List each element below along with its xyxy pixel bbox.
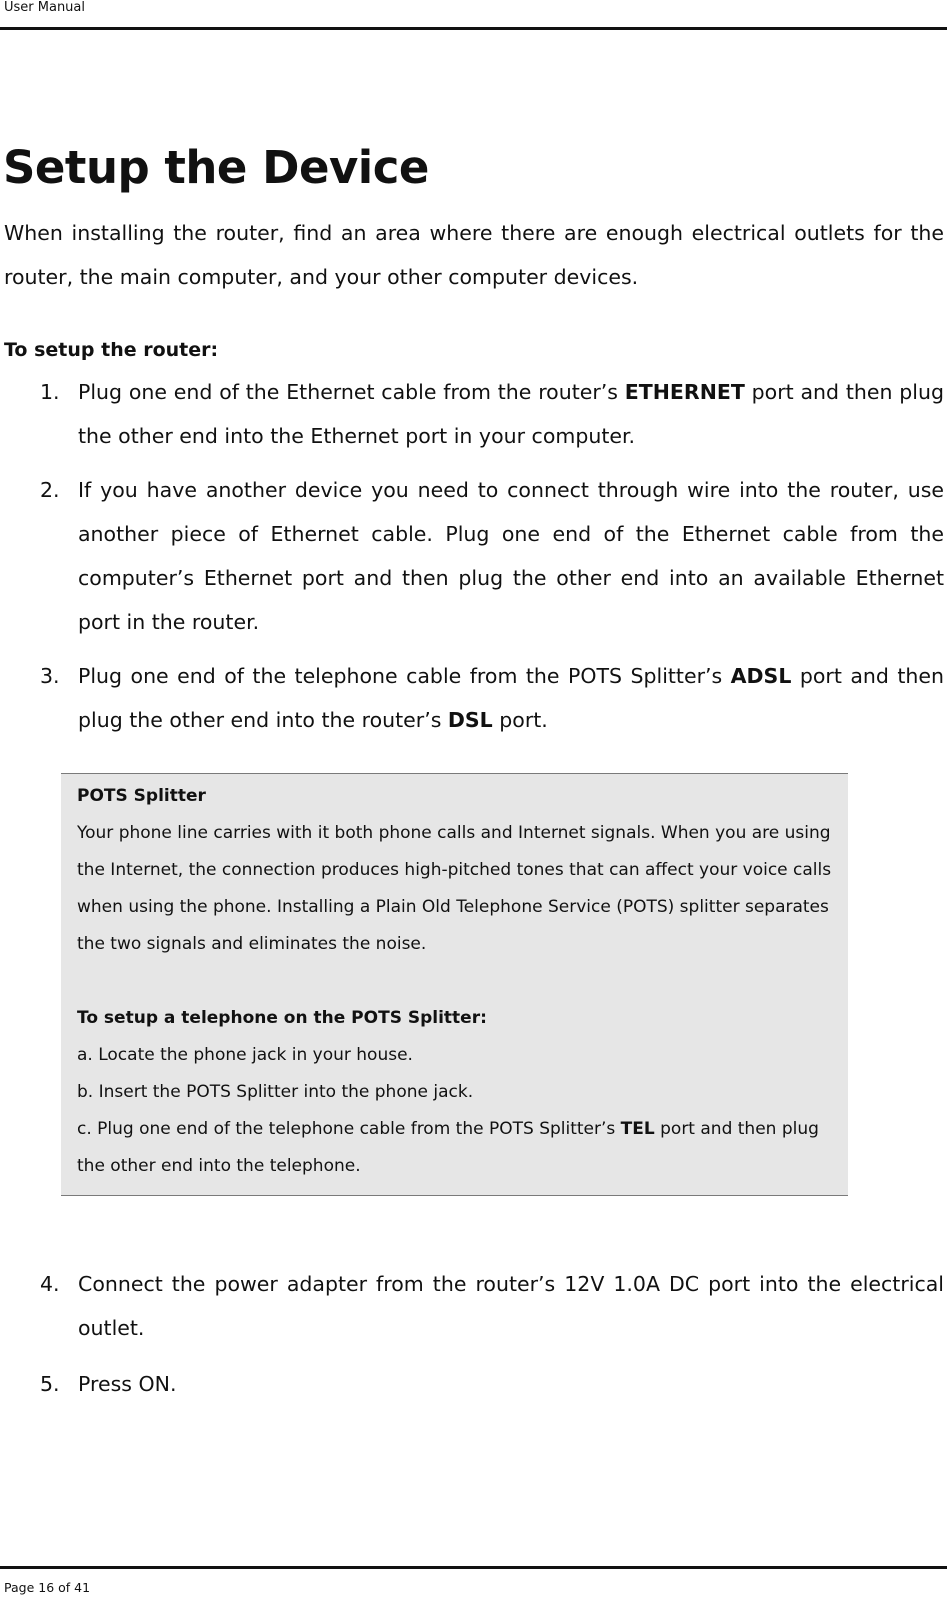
note-body: Your phone line carries with it both phone calls and Internet signals. When you are using the Internet, the connection produces high-pitched tones that can affect your voice calls when using the phone. Installing a Plain Old Telephone Service (POTS) splitter separates the two signals and eliminates the noise. [77,823,832,954]
footer-divider [0,1566,947,1569]
step-number: 1. [40,380,60,404]
step-text: Press ON. [78,1372,177,1396]
note-item-a: a. Locate the phone jack in your house. [77,1045,413,1065]
note-subheading: To setup a telephone on the POTS Splitter: [77,1008,487,1028]
step-text-part: port. [492,708,548,732]
port-term: TEL [620,1119,655,1139]
steps-heading: To setup the router: [4,339,219,361]
page-title: Setup the Device [3,141,429,194]
step-text: If you have another device you need to connect through wire into the router, use another piece of Ethernet cable. Plug one end of the Ethernet cable from the computer’s Ethernet port and then plug the other end into an available Ethernet port in the router. [78,478,944,634]
page-number: Page 16 of 41 [4,1580,91,1595]
header-divider [0,27,947,30]
note-item-b: b. Insert the POTS Splitter into the phone jack. [77,1082,474,1102]
note-spacer [77,963,837,1000]
step-number: 4. [40,1272,60,1296]
step-number: 3. [40,664,60,688]
port-term: DSL [447,708,493,732]
note-content [77,778,837,1185]
port-term: ETHERNET [624,380,745,404]
note-text-part: c. Plug one end of the telephone cable from the POTS Splitter’s [77,1119,621,1139]
note-item-c [77,1111,837,1185]
running-header: User Manual [4,0,86,15]
step-text-part: Plug one end of the Ethernet cable from the router’s [78,380,625,404]
step-text-part: Plug one end of the telephone cable from the POTS Splitter’s [78,664,731,688]
step-text [78,370,944,458]
note-text-part: port and then plug the other end into the telephone. [77,1119,819,1176]
step-number: 5. [40,1372,60,1396]
step-text [78,654,944,742]
step-text: Connect the power adapter from the router’s 12V 1.0A DC port into the electrical outlet. [78,1272,944,1340]
step-number: 2. [40,478,60,502]
pots-splitter-note [61,773,848,1196]
note-title: POTS Splitter [77,786,206,806]
port-term: ADSL [730,664,792,688]
intro-paragraph: When installing the router, find an area where there are enough electrical outlets for the router, the main computer, and your other computer devices. [4,221,944,289]
step-text-part: port and then plug the other end into the router’s [78,664,944,732]
step-text-part: port and then plug the other end into the Ethernet port in your computer. [78,380,944,448]
